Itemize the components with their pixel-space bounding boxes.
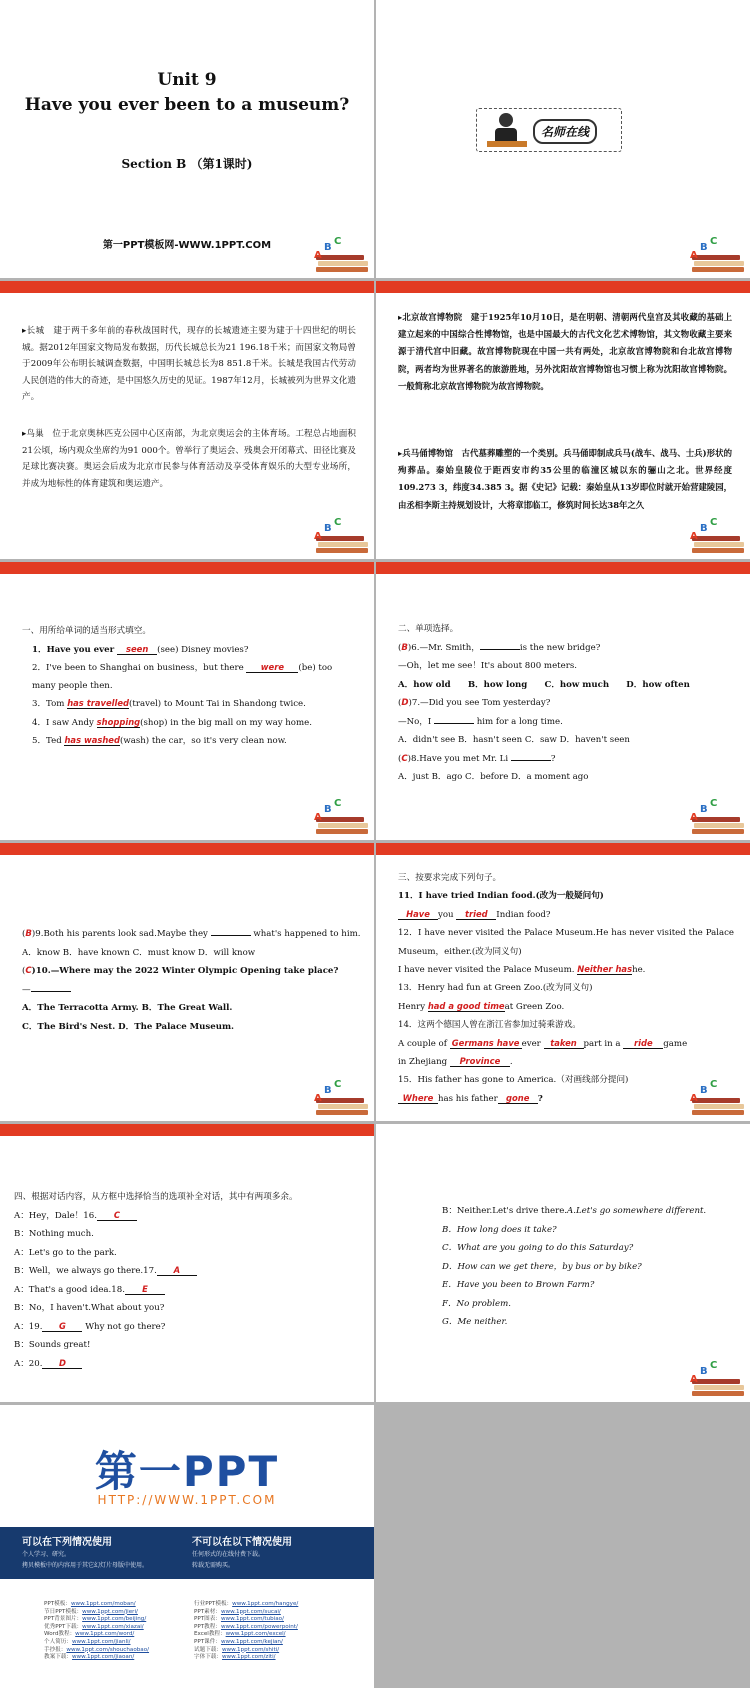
abc-books-icon: A B C bbox=[688, 1081, 746, 1115]
link-row: PPT教程：www.1ppt.com/powerpoint/ bbox=[194, 1623, 298, 1630]
question-7-reply: —No，I him for a long time. bbox=[398, 716, 563, 727]
dialogue-line-4: B：Well，we always go there.17. A bbox=[14, 1262, 358, 1281]
option-f: F．No problem. bbox=[442, 1298, 511, 1309]
option-d: D．How can we get there，by bus or by bike? bbox=[442, 1261, 642, 1272]
cannot-use-heading: 不可以在以下情况使用 bbox=[192, 1537, 292, 1548]
question-6-options: A．how old B．how long C．how much D．how often bbox=[398, 679, 690, 690]
teacher-icon bbox=[487, 113, 527, 149]
exercise-2 bbox=[398, 620, 734, 787]
red-header-bar bbox=[0, 1124, 374, 1136]
answer-2: were bbox=[246, 662, 298, 673]
link-url[interactable]: www.1ppt.com/powerpoint/ bbox=[220, 1623, 298, 1630]
question-10-reply: — bbox=[22, 981, 358, 1000]
link-url[interactable]: www.1ppt.com/excel/ bbox=[225, 1631, 286, 1638]
answer-1: seen bbox=[117, 644, 157, 655]
link-row: 优秀PPT下载：www.1ppt.com/xiazai/ bbox=[44, 1623, 144, 1630]
site-label: 第一PPT模板网-WWW.1PPT.COM bbox=[102, 240, 272, 251]
dialogue-line-5: A：That's a good idea.18. E bbox=[14, 1281, 358, 1300]
unit-title: Unit 9 bbox=[157, 70, 217, 90]
links-right bbox=[194, 1601, 298, 1662]
dialogue-line-10: B：Neither.Let's drive there.A.Let's go somewhere different. bbox=[442, 1206, 707, 1216]
question-11-answer: Have you tried Indian food? bbox=[398, 906, 734, 924]
brand-logo: 第一PPT bbox=[94, 1447, 280, 1496]
exercise-heading: 三、按要求完成下列句子。 bbox=[398, 873, 502, 883]
slide-8-sentences bbox=[376, 843, 750, 1121]
exercise-3 bbox=[398, 869, 734, 1108]
answer-4: shopping bbox=[96, 716, 141, 727]
usage-band bbox=[0, 1527, 374, 1579]
link-url[interactable]: www.1ppt.com/beijing/ bbox=[82, 1616, 147, 1623]
cannot-use-column: 不可以在以下情况使用 任何形式的在线付费下载。 转载无需购买。 bbox=[192, 1533, 372, 1570]
links-left bbox=[44, 1601, 149, 1662]
link-row: 个人简历：www.1ppt.com/jianli/ bbox=[44, 1638, 131, 1645]
dialogue-line-6: B：No，I haven't.What about you? bbox=[14, 1303, 165, 1313]
question-2: 2．I've been to Shanghai on business，but there were (be) too many people then. bbox=[32, 662, 333, 691]
question-7: (D)7.—Did you see Tom yesterday? bbox=[398, 698, 551, 708]
link-url[interactable]: www.1ppt.com/moban/ bbox=[70, 1601, 136, 1607]
abc-books-icon: A B C bbox=[312, 519, 370, 553]
slide-1-title bbox=[0, 0, 374, 278]
question-14: 14．这两个德国人曾在浙江省参加过骑乘游戏。 bbox=[398, 1020, 581, 1031]
question-7-options: A．didn't see B．hasn't seen C．saw D．haven't seen bbox=[398, 735, 630, 745]
question-10-options-2: C．The Bird's Nest. D．The Palace Museum. bbox=[22, 1021, 235, 1032]
question-15: 15．His father has gone to America.（对画线部分提问) bbox=[398, 1075, 629, 1086]
question-3: 3．Tom has travelled(travel) to Mount Tai in Shandong twice. bbox=[32, 698, 306, 709]
question-9: (B)9.Both his parents look sad.Maybe they what's happened to him. bbox=[22, 929, 361, 939]
dialogue-line-9: A：20. D bbox=[14, 1355, 358, 1374]
slide-2-badge bbox=[376, 0, 750, 278]
link-url[interactable]: www.1ppt.com/shiti/ bbox=[221, 1646, 280, 1653]
slide-7-multiple-choice bbox=[0, 843, 374, 1121]
link-url[interactable]: www.1ppt.com/kejian/ bbox=[220, 1638, 283, 1645]
abc-books-icon: A B C bbox=[688, 238, 746, 272]
link-url[interactable]: www.1ppt.com/jieri/ bbox=[82, 1608, 138, 1615]
dialogue-line-2: B：Nothing much. bbox=[14, 1229, 94, 1239]
abc-books-icon: A B C bbox=[688, 519, 746, 553]
great-wall-paragraph: ▸长城 建于两千多年前的春秋战国时代，现存的长城遗迹主要为建于十四世纪的明长城。据2012年国家文物局发布数据，历代长城总长为21 196.18千米；而国家文物局曾于2009年公布明长城调查数据，中国明长城总长为8 851.8千米。长城是我国古代劳动人民创造的伟大的奇迹，是中国悠久历史的见证。1987年12月，长城被列为世界文化遗产。 bbox=[22, 326, 356, 402]
palace-museum-paragraph: ▸北京故宫博物院 建于1925年10月10日，是在明朝、清朝两代皇宫及其收藏的基础上建立起来的中国综合性博物馆，也是中国最大的古代文化艺术博物馆，其文物收藏主要来源于清代宫中旧藏。故宫博物院现在中国一共有两处，北京故宫博物院和台北故宫博物院，两者均为世界著名的旅游胜地，另外沈阳故宫博物馆也习惯上称为沈阳故宫博物院。一般简称北京故宫博物院为故宫博物院。 bbox=[398, 312, 732, 391]
slide-9-dialogue bbox=[0, 1124, 374, 1402]
question-10: (C)10.—Where may the 2022 Winter Olympic Opening take place? bbox=[22, 966, 339, 976]
question-13: 13．Henry had fun at Green Zoo.(改为同义句) bbox=[398, 983, 593, 994]
link-url[interactable]: www.1ppt.com/tubiao/ bbox=[220, 1616, 284, 1623]
red-header-bar bbox=[376, 843, 750, 855]
question-1: 1．Have you ever seen (see) Disney movies? bbox=[32, 643, 249, 655]
link-row: 字体下载：www.1ppt.com/ziti/ bbox=[194, 1654, 276, 1661]
option-g: G．Me neither. bbox=[442, 1317, 508, 1327]
slide-5-fill-blanks bbox=[0, 562, 374, 840]
abc-books-icon: A B C bbox=[312, 1081, 370, 1115]
option-b: B．How long does it take? bbox=[442, 1224, 557, 1235]
red-header-bar bbox=[376, 562, 750, 574]
dialogue-line-8: B：Sounds great! bbox=[14, 1340, 91, 1350]
exercise-4 bbox=[14, 1188, 358, 1373]
dialogue-line-3: A：Let's go to the park. bbox=[14, 1247, 117, 1258]
link-row: Word教程：www.1ppt.com/word/ bbox=[44, 1631, 135, 1638]
link-row: 手抄报：www.1ppt.com/shouchaobao/ bbox=[44, 1646, 150, 1653]
teacher-online-badge bbox=[476, 108, 622, 152]
question-11: 11．I have tried Indian food.(改为一般疑问句) bbox=[398, 891, 604, 902]
question-14-answer-2: in Zhejiang Province . bbox=[398, 1056, 513, 1068]
brand-url: HTTP://WWW.1PPT.COM bbox=[97, 1493, 277, 1507]
option-a: A.Let's go somewhere different. bbox=[567, 1206, 707, 1216]
link-url[interactable]: www.1ppt.com/hangye/ bbox=[232, 1601, 299, 1607]
answer-5: has washed bbox=[64, 735, 120, 745]
exercise-heading: 一、用所给单词的适当形式填空。 bbox=[22, 626, 151, 636]
exercise-heading: 二、单项选择。 bbox=[398, 624, 459, 634]
badge-label: 名师在线 bbox=[533, 119, 597, 144]
red-header-bar bbox=[0, 562, 374, 574]
link-row: 试题下载：www.1ppt.com/shiti/ bbox=[194, 1646, 280, 1653]
link-url[interactable]: www.1ppt.com/xiazai/ bbox=[82, 1623, 144, 1630]
link-row: 教案下载：www.1ppt.com/jiaoan/ bbox=[44, 1654, 135, 1661]
link-url[interactable]: www.1ppt.com/word/ bbox=[75, 1631, 135, 1638]
link-url[interactable]: www.1ppt.com/jiaoan/ bbox=[71, 1654, 135, 1661]
question-4: 4．I saw Andy shopping(shop) in the big mall on my way home. bbox=[32, 716, 312, 728]
exercise-1 bbox=[22, 622, 358, 751]
question-8-options: A．just B．ago C．before D．a moment ago bbox=[398, 772, 589, 782]
question-6: (B)6.—Mr. Smith， is the new bridge? bbox=[398, 642, 601, 653]
abc-books-icon: A B C bbox=[312, 238, 370, 272]
link-url[interactable]: www.1ppt.com/jianli/ bbox=[71, 1638, 131, 1645]
question-9-options: A．know B．have known C．must know D．will know bbox=[22, 947, 256, 958]
link-row: 节日PPT模板：www.1ppt.com/jieri/ bbox=[44, 1608, 138, 1615]
option-c: C．What are you going to do this Saturday? bbox=[442, 1243, 634, 1253]
abc-books-icon: A B C bbox=[312, 800, 370, 834]
question-6-reply: —Oh，let me see！It's about 800 meters. bbox=[398, 661, 577, 671]
link-row: PPT模板：www.1ppt.com/moban/ bbox=[44, 1601, 136, 1607]
question-14-answer: A couple of Germans have ever taken part in a ride game bbox=[398, 1037, 688, 1049]
question-5: 5．Ted has washed(wash) the car，so it's very clean now. bbox=[32, 735, 287, 746]
slide-6-multiple-choice bbox=[376, 562, 750, 840]
question-12-answer: I have never visited the Palace Museum. Neither hashe. bbox=[398, 964, 646, 976]
link-row: PPT图表：www.1ppt.com/tubiao/ bbox=[194, 1616, 284, 1623]
dialogue-line-7: A：19. G Why not go there? bbox=[14, 1320, 166, 1332]
question-8: (C)8.Have you met Mr. Li ? bbox=[398, 753, 556, 764]
question-10-options-1: A．The Terracotta Army. B．The Great Wall. bbox=[22, 1003, 233, 1013]
option-list bbox=[442, 1202, 734, 1332]
link-row: 行业PPT模板：www.1ppt.com/hangye/ bbox=[194, 1601, 299, 1607]
birds-nest-paragraph: ▸鸟巢 位于北京奥林匹克公园中心区南部，为北京奥运会的主体育场。工程总占地面积21公顷，场内观众坐席约为91 000个。曾举行了奥运会、残奥会开闭幕式、田径比赛及足球比赛决赛。奥运会后成为北京市民参与体育活动及享受体育娱乐的大型专业场所，并成为地标性的体育建筑和奥运遗产。 bbox=[22, 429, 356, 489]
dialogue-line-1: A：Hey，Dale！16. C bbox=[14, 1207, 358, 1226]
link-url[interactable]: www.1ppt.com/ziti/ bbox=[221, 1654, 276, 1661]
slide-11-brand bbox=[0, 1405, 374, 1688]
red-header-bar bbox=[0, 843, 374, 855]
terracotta-paragraph: ▸兵马俑博物馆 古代墓葬雕塑的一个类别。兵马俑即制成兵马(战车、战马、士兵)形状的殉葬品。秦始皇陵位于距西安市约35公里的临潼区城以东的骊山之北。世界经度109.273 3，纬度34.385 3。据《史记》记载：秦始皇从13岁即位时就开始营建陵园，由丞相李斯主持规划设计，大将章邯临工，修筑时间长达38年之久 bbox=[398, 448, 732, 510]
link-row: PPT素材：www.1ppt.com/sucai/ bbox=[194, 1608, 281, 1615]
link-url[interactable]: www.1ppt.com/sucai/ bbox=[220, 1608, 281, 1615]
link-row: Excel教程：www.1ppt.com/excel/ bbox=[194, 1631, 286, 1638]
option-e: E．Have you been to Brown Farm? bbox=[442, 1280, 595, 1290]
red-header-bar bbox=[0, 281, 374, 293]
slide-3-landmarks bbox=[0, 281, 374, 559]
link-row: PPT课件：www.1ppt.com/kejian/ bbox=[194, 1638, 283, 1645]
slide-10-options bbox=[376, 1124, 750, 1402]
abc-books-icon: A B C bbox=[688, 800, 746, 834]
question-12: 12．I have never visited the Palace Museum.He has never visited the Palace Museum，either.(改为同义句) bbox=[398, 928, 734, 957]
link-row: PPT背景图片：www.1ppt.com/beijing/ bbox=[44, 1616, 147, 1623]
section-label: Section B （第1课时) bbox=[121, 157, 253, 171]
abc-books-icon: A B C bbox=[688, 1362, 746, 1396]
question-13-answer: Henry had a good timeat Green Zoo. bbox=[398, 1000, 565, 1012]
can-use-column: 可以在下列情况使用 个人学习、研究。 拷贝模板中的内容用于其它幻灯片母版中使用。 bbox=[22, 1533, 202, 1570]
exercise-2-cont bbox=[22, 925, 361, 1036]
question-15-answer: Where has his father gone ? bbox=[398, 1090, 734, 1108]
answer-3: has travelled bbox=[67, 698, 130, 708]
can-use-heading: 可以在下列情况使用 bbox=[22, 1537, 112, 1548]
red-header-bar bbox=[376, 281, 750, 293]
exercise-heading: 四、根据对话内容，从方框中选择恰当的选项补全对话，其中有两项多余。 bbox=[14, 1192, 298, 1202]
link-url[interactable]: www.1ppt.com/shouchaobao/ bbox=[66, 1646, 150, 1653]
lesson-title: Have you ever been to a museum? bbox=[24, 95, 350, 115]
slide-4-museums bbox=[376, 281, 750, 559]
